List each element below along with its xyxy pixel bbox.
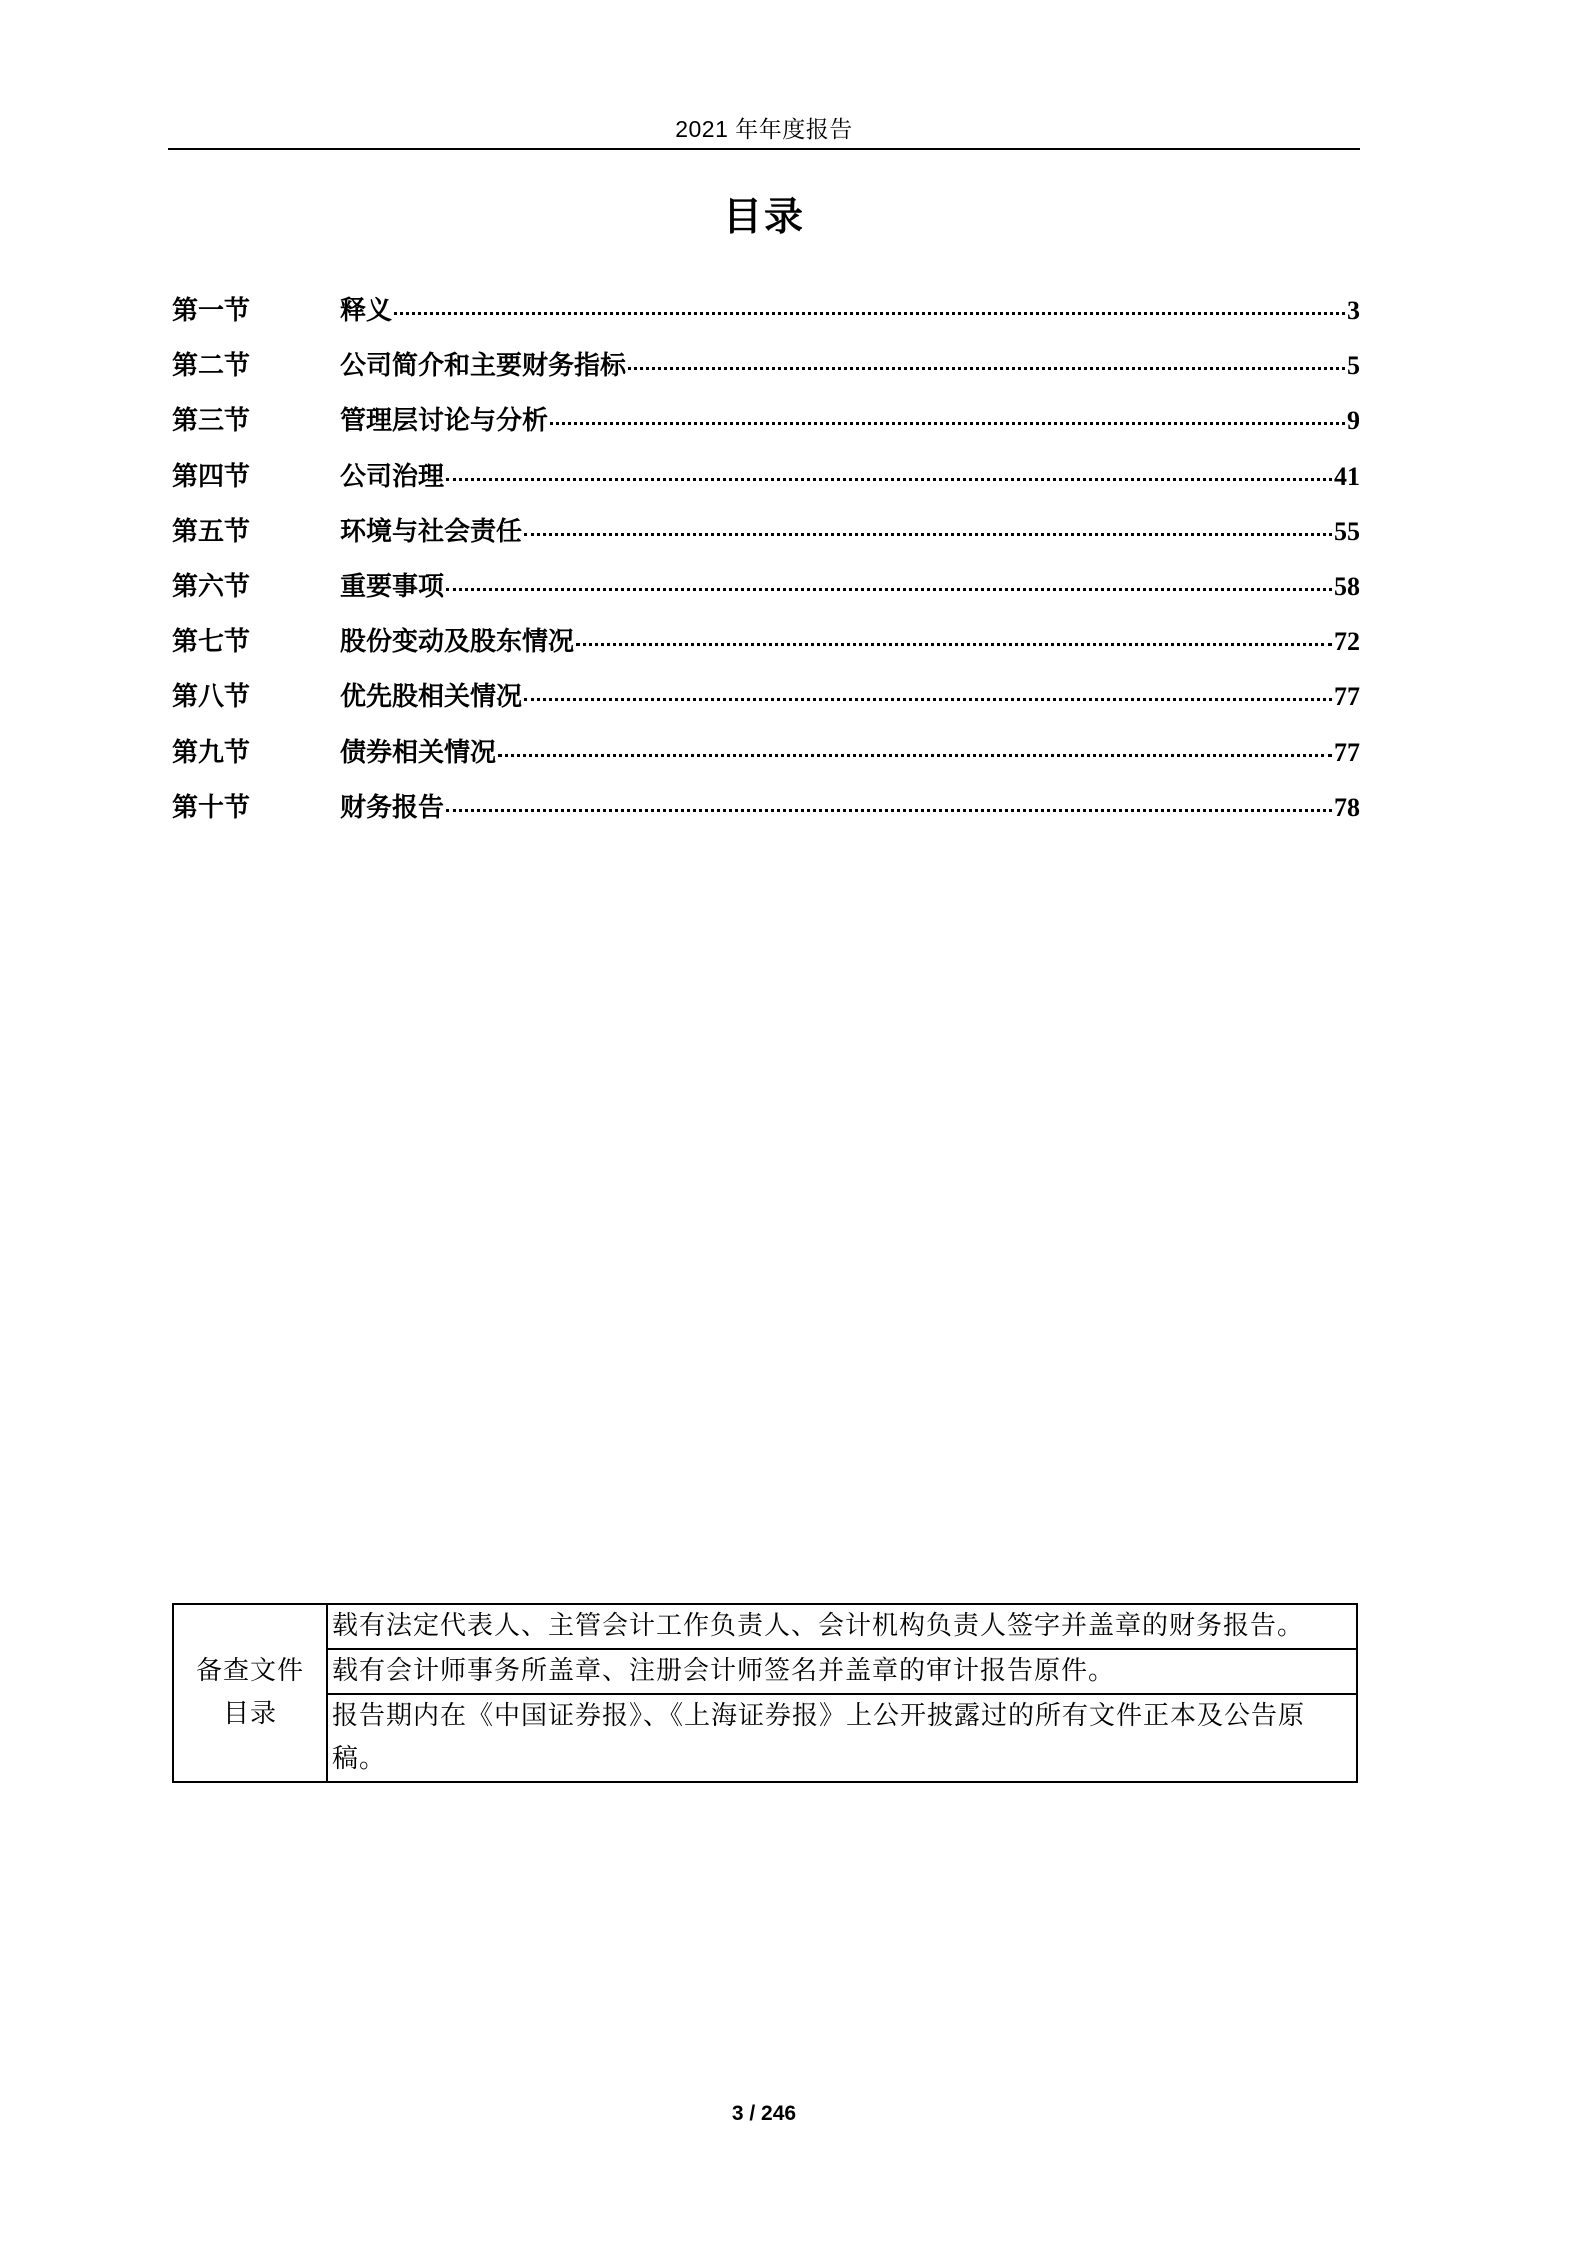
toc-page-number: 41: [1334, 461, 1360, 491]
toc-section-title: 债券相关情况: [340, 737, 497, 768]
toc-page-number: 55: [1334, 516, 1360, 546]
toc-item[interactable]: [172, 568, 1360, 623]
toc-page-number: 58: [1334, 571, 1360, 601]
toc-section-title: 管理层讨论与分析: [340, 406, 549, 437]
toc-section-number: 第十节: [172, 792, 251, 823]
toc-section-title: 公司简介和主要财务指标: [340, 351, 627, 382]
toc-section-number: 第六节: [172, 571, 251, 602]
toc-section-number: 第一节: [172, 296, 251, 326]
toc-section-title: 股份变动及股东情况: [340, 627, 575, 658]
toc-section-title: 优先股相关情况: [340, 682, 523, 713]
toc-section-title: 财务报告: [340, 792, 445, 823]
toc-item[interactable]: [172, 292, 1360, 347]
toc-page-number: 3: [1347, 296, 1360, 325]
page-header: 2021 年年度报告: [675, 116, 853, 142]
toc-dot-leader: [524, 533, 1332, 536]
toc-section-title: 重要事项: [340, 571, 445, 602]
toc-dot-leader: [498, 754, 1332, 757]
table-row: [173, 1694, 1357, 1782]
toc-page-number: 78: [1334, 792, 1360, 822]
toc-item[interactable]: [172, 513, 1360, 568]
toc-section-number: 第四节: [172, 461, 251, 492]
toc-section-title: 环境与社会责任: [340, 516, 523, 547]
toc-section-title: 公司治理: [340, 461, 445, 492]
reference-document-item: 载有法定代表人、主管会计工作负责人、会计机构负责人签字并盖章的财务报告。: [327, 1604, 1357, 1649]
toc-dot-leader: [446, 809, 1332, 812]
toc-item[interactable]: [172, 678, 1360, 733]
table-of-contents: [172, 292, 1360, 844]
toc-section-number: 第八节: [172, 682, 251, 713]
toc-page-number: 77: [1334, 682, 1360, 712]
table-row: [173, 1649, 1357, 1694]
toc-page-number: 5: [1347, 351, 1360, 381]
toc-item[interactable]: [172, 402, 1360, 457]
page-number: 3 / 246: [731, 2102, 797, 2125]
table-row: [173, 1604, 1357, 1649]
reference-label-line: 备查文件: [195, 1656, 304, 1686]
toc-dot-leader: [576, 643, 1332, 646]
header-divider: [168, 148, 1360, 150]
toc-item[interactable]: [172, 734, 1360, 789]
toc-page-number: 9: [1347, 406, 1360, 436]
toc-section-number: 第二节: [172, 351, 251, 382]
toc-dot-leader: [628, 367, 1345, 370]
toc-dot-leader: [524, 698, 1332, 701]
toc-item[interactable]: [172, 458, 1360, 513]
toc-section-title: 释义: [340, 296, 393, 326]
reference-document-item: 报告期内在《中国证券报》、《上海证券报》上公开披露过的所有文件正本及公告原稿。: [327, 1694, 1357, 1782]
reference-documents-table: [172, 1603, 1358, 1783]
toc-page-number: 77: [1334, 737, 1360, 767]
toc-dot-leader: [446, 478, 1332, 481]
toc-section-number: 第七节: [172, 627, 251, 658]
toc-dot-leader: [550, 422, 1345, 425]
toc-dot-leader: [446, 588, 1332, 591]
toc-page-number: 72: [1334, 627, 1360, 657]
toc-item[interactable]: [172, 623, 1360, 678]
toc-section-number: 第三节: [172, 406, 251, 437]
toc-item[interactable]: [172, 789, 1360, 844]
toc-dot-leader: [394, 312, 1345, 315]
toc-item[interactable]: [172, 347, 1360, 402]
toc-section-number: 第九节: [172, 737, 251, 768]
reference-document-item: 载有会计师事务所盖章、注册会计师签名并盖章的审计报告原件。: [327, 1649, 1357, 1694]
reference-documents-label: [173, 1604, 327, 1782]
reference-label-line: 目录: [222, 1699, 277, 1729]
page-title: 目录: [722, 195, 805, 240]
toc-section-number: 第五节: [172, 516, 251, 547]
